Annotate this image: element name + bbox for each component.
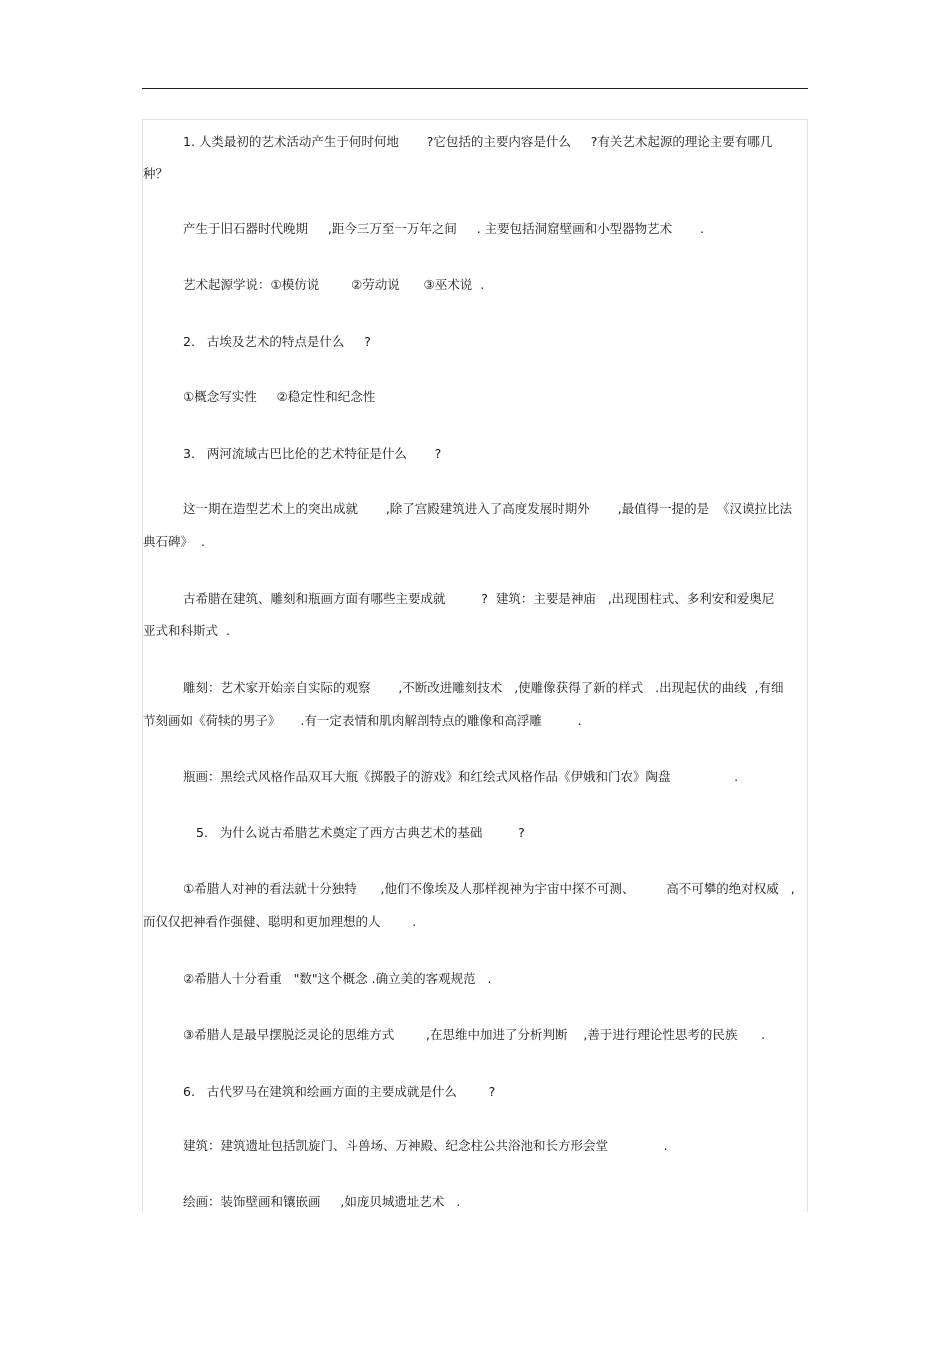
answer-5-point-1-line-2: 而仅仅把神看作强健、聪明和更加理想的人 . [143, 914, 417, 929]
sculpture-line-2: 节刻画如《荷犊的男子》 .有一定表情和肌肉解剖特点的雕像和高浮雕 . [143, 713, 582, 728]
question-5: 5. 为什么说古希腊艺术奠定了西方古典艺术的基础 ? [196, 825, 525, 840]
answer-5-point-2: ②希腊人十分看重 "数"这个概念 .确立美的客观规范 . [183, 971, 492, 986]
question-1-line-1: 1. 人类最初的艺术活动产生于何时何地 ?它包括的主要内容是什么 ?有关艺术起源的理论主要有哪几 [183, 134, 773, 149]
answer-2: ①概念写实性 ②稳定性和纪念性 [183, 389, 376, 404]
answer-6-painting: 绘画：装饰壁画和镶嵌画 ,如庞贝城遗址艺术 . [183, 1194, 461, 1209]
answer-1-origin: 产生于旧石器时代晚期 ,距今三万至一万年之间 . 主要包括洞窟壁画和小型器物艺术 . [183, 221, 704, 236]
answer-6-architecture: 建筑：建筑遗址包括凯旋门、斗兽场、万神殿、纪念柱公共浴池和长方形会堂 . [183, 1138, 668, 1153]
question-6: 6. 古代罗马在建筑和绘画方面的主要成就是什么 ? [183, 1084, 496, 1099]
vase-painting: 瓶画：黑绘式风格作品双耳大瓶《掷骰子的游戏》和红绘式风格作品《伊娥和门农》陶盘 . [183, 769, 739, 784]
question-3: 3. 两河流域古巴比伦的艺术特征是什么 ? [183, 446, 442, 461]
question-4-architecture-line-2: 亚式和科斯式 . [143, 623, 230, 638]
sculpture-line-1: 雕刻：艺术家开始亲自实际的观察 ,不断改进雕刻技术 ,使雕像获得了新的样式 .出现起伏的曲线 ,有细 [183, 680, 784, 695]
header-rule [142, 88, 808, 89]
answer-3-line-1: 这一期在造型艺术上的突出成就 ,除了宫殿建筑进入了高度发展时期外 ,最值得一提的是 《汉谟拉比法 [183, 501, 793, 516]
answer-3-line-2: 典石碑》 . [143, 534, 205, 549]
answer-5-point-3: ③希腊人是最早摆脱泛灵论的思维方式 ,在思维中加进了分析判断 ,善于进行理论性思考的民族 . [183, 1027, 766, 1042]
question-1-line-2: 种？ [143, 166, 169, 181]
answer-5-point-1-line-1: ①希腊人对神的看法就十分独特 ,他们不像埃及人那样视神为宇宙中探不可测、 高不可攀的绝对权威 , [183, 881, 795, 896]
question-2: 2. 古埃及艺术的特点是什么 ? [183, 334, 371, 349]
answer-1-theories: 艺术起源学说：①模仿说 ②劳动说 ③巫术说 . [183, 277, 485, 292]
question-4-architecture-line-1: 古希腊在建筑、雕刻和瓶画方面有哪些主要成就 ? 建筑：主要是神庙 ,出现围柱式、多利安和爱奥尼 [183, 591, 775, 606]
